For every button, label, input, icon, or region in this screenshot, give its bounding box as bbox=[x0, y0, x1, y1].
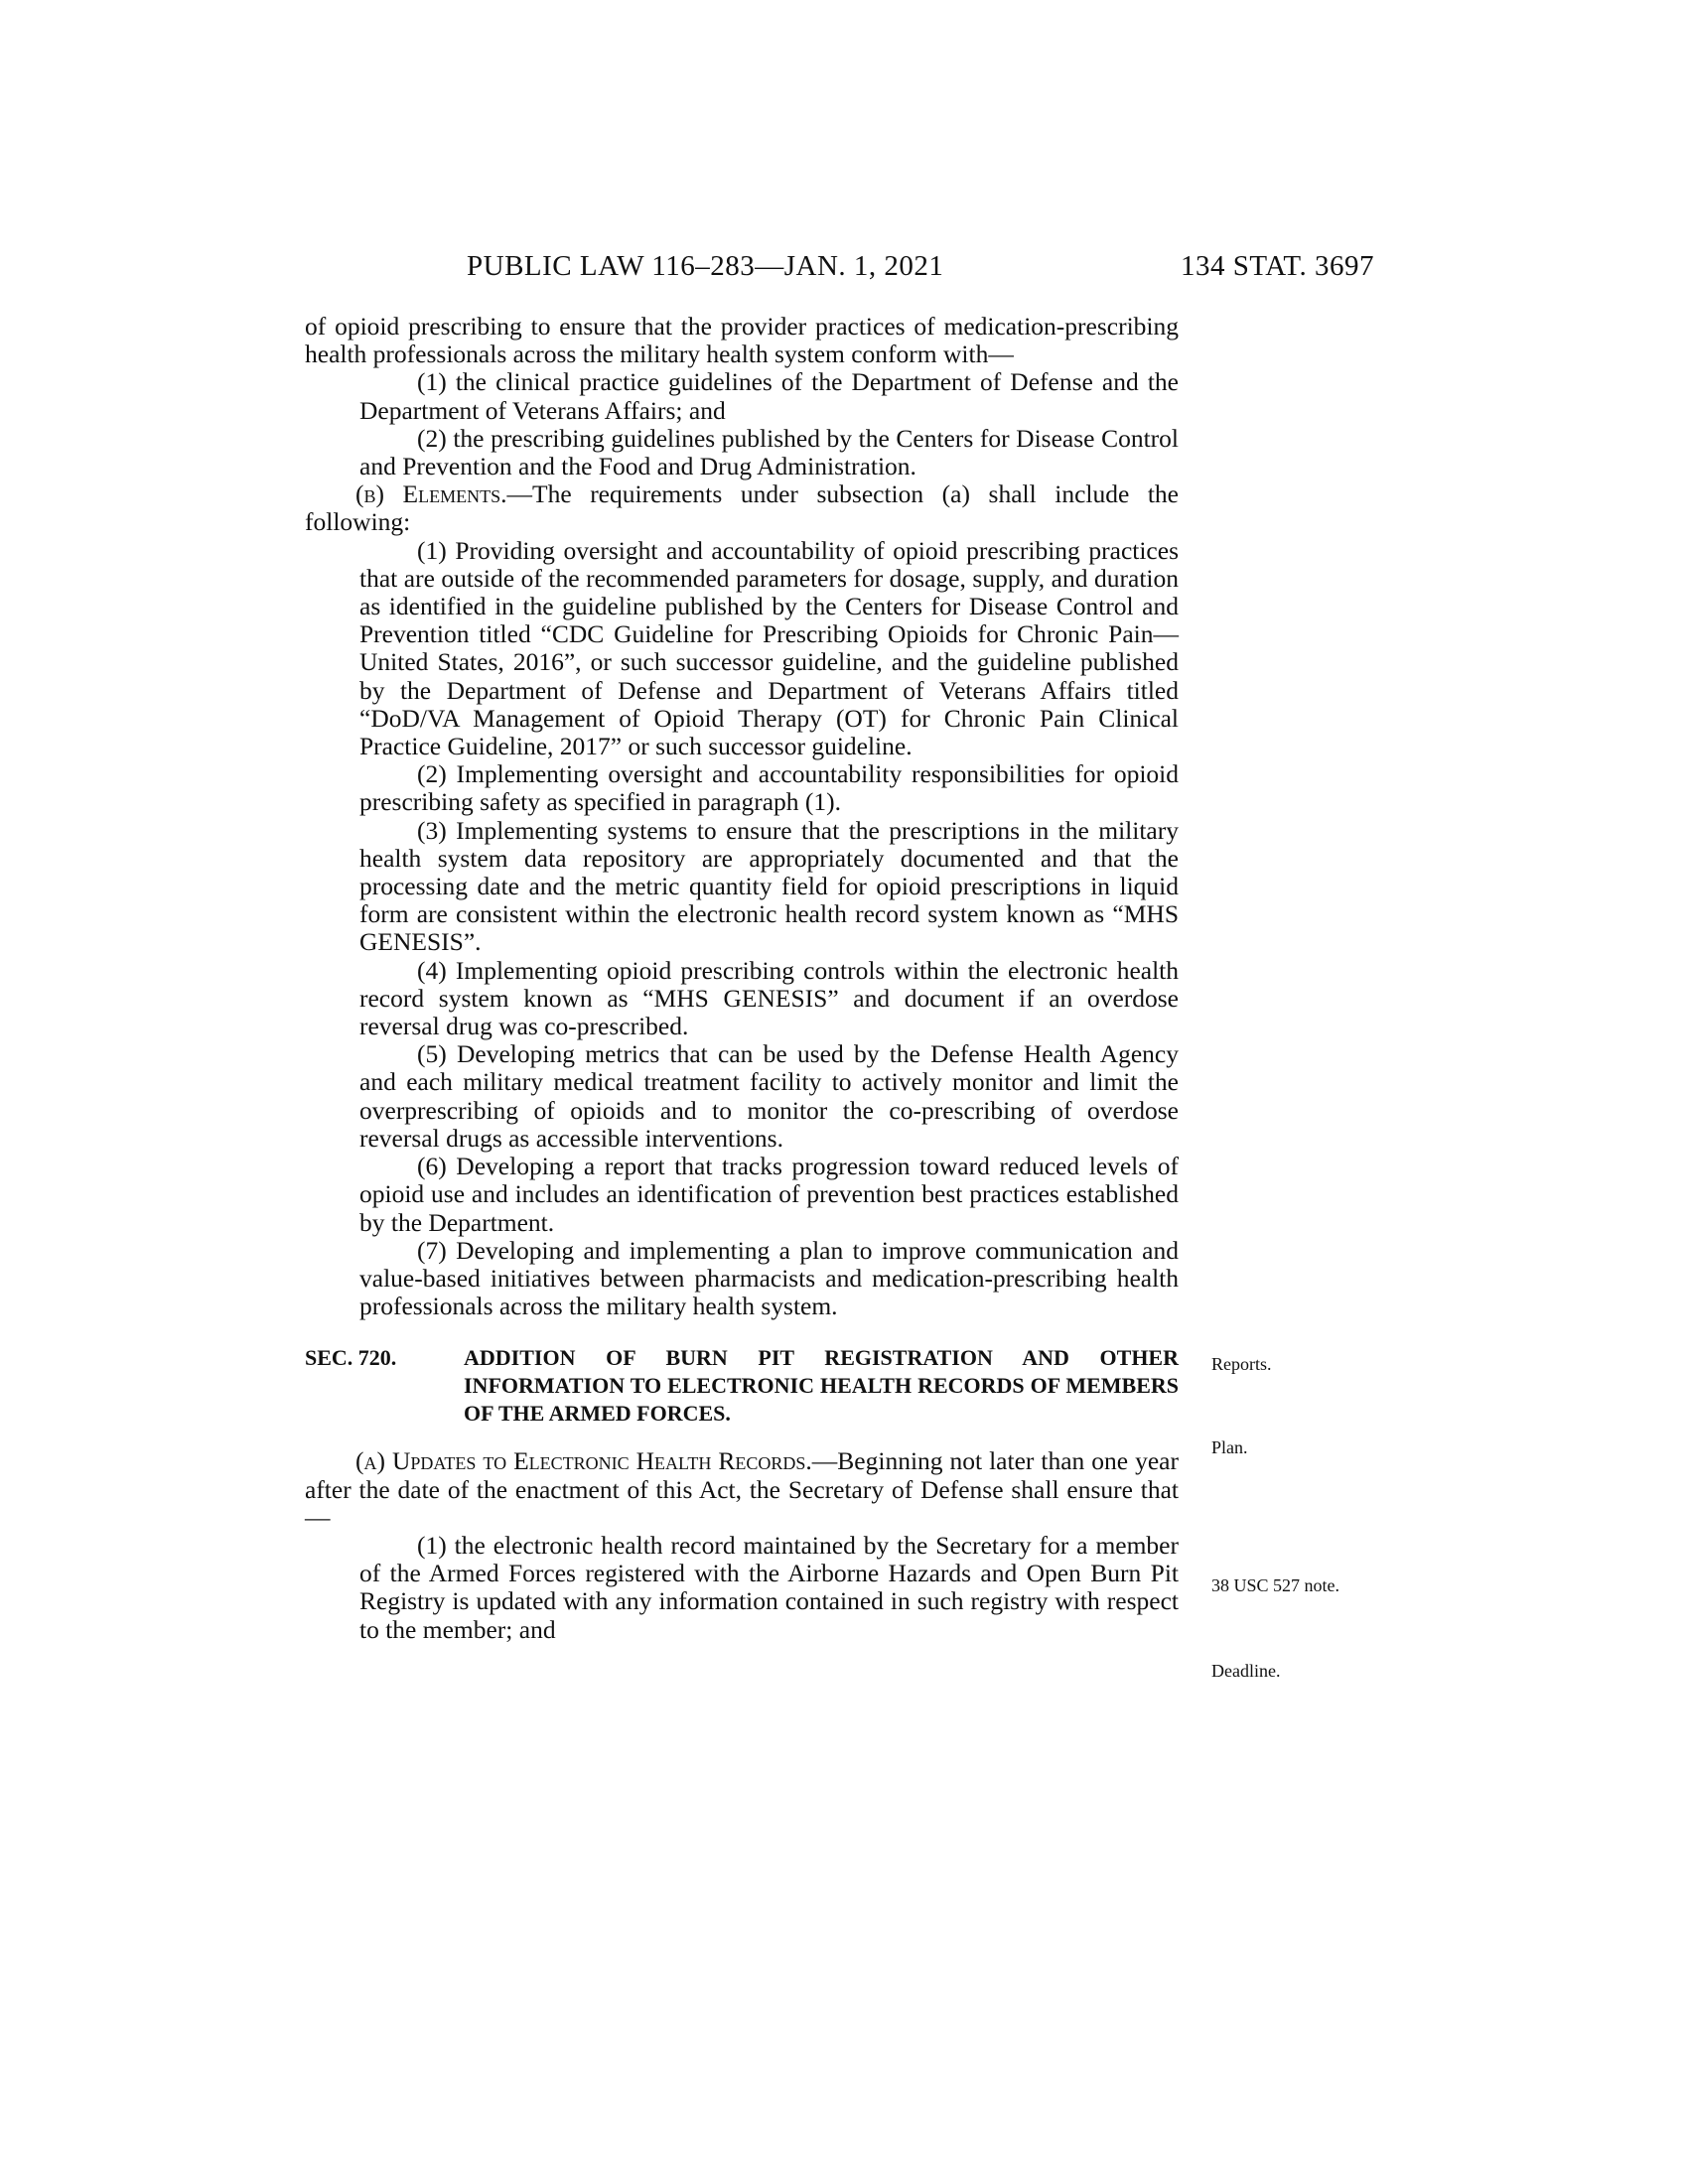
element-6: (6) Developing a report that tracks progression toward reduced levels of opioid use and includes an identification of prevention best practices established by the Department. bbox=[359, 1152, 1179, 1237]
section-title: ADDITION OF BURN PIT REGISTRATION AND OTHER INFORMATION TO ELECTRONIC HEALTH RECORDS OF MEMBERS OF THE ARMED FORCES. bbox=[464, 1345, 1179, 1427]
element-4: (4) Implementing opioid prescribing controls within the electronic health record system known as “MHS GENESIS” and document if an overdose reversal drug was co-prescribed. bbox=[359, 955, 1179, 1041]
paragraph-2: (2) the prescribing guidelines published by the Centers for Disease Control and Prevention and the Food and Drug Administration. bbox=[359, 423, 1179, 481]
section-heading bbox=[305, 1344, 1179, 1428]
subsection-a-text: —Beginning not later than one year after the date of the enactment of this Act, the Secretary of Defense shall ensure that— bbox=[305, 1446, 1179, 1532]
header-page-number: 134 STAT. 3697 bbox=[1180, 250, 1374, 282]
subsection-a bbox=[305, 1447, 1179, 1532]
subsection-a-heading: (a) Updates to Electronic Health Records. bbox=[355, 1446, 812, 1476]
subsection-b-text: —The requirements under subsection (a) shall include the following: bbox=[305, 479, 1179, 537]
paragraph-continuation: of opioid prescribing to ensure that the provider practices of medication-prescribing health professionals across the military health system conform with— bbox=[305, 312, 1179, 369]
element-1: (1) Providing oversight and accountability of opioid prescribing practices that are outside of the recommended parameters for dosage, supply, and duration as identified in the guideline published by the Centers for Disease Control and Prevention titled “CDC Guideline for Prescribing Opioids for Chronic Pain—United States, 2016”, or such successor guideline, and the guideline published by the Department of Defense and Department of Veterans Affairs titled “DoD/VA Management of Opioid Therapy (OT) for Chronic Pain Clinical Practice Guideline, 2017” or such successor guideline. bbox=[359, 535, 1179, 761]
subsection-b bbox=[305, 480, 1179, 536]
margin-note-deadline: Deadline. bbox=[1211, 1661, 1281, 1681]
subsection-b-heading: (b) Elements. bbox=[355, 479, 507, 509]
element-7: (7) Developing and implementing a plan to improve communication and value-based initiatives between pharmacists and medication-prescribing health professionals across the military health system. bbox=[359, 1235, 1179, 1321]
element-3: (3) Implementing systems to ensure that the prescriptions in the military health system data repository are appropriately documented and that the processing date and the metric quantity field for opioid prescriptions in liquid form are consistent within the electronic health record system known as “MHS GENESIS”. bbox=[359, 815, 1179, 957]
running-header bbox=[457, 246, 1374, 286]
header-citation: PUBLIC LAW 116–283—JAN. 1, 2021 bbox=[467, 250, 944, 282]
section-number: SEC. 720. bbox=[305, 1345, 397, 1371]
margin-note-reports: Reports. bbox=[1211, 1354, 1272, 1374]
subsection-a-paragraph-1: (1) the electronic health record maintained by the Secretary for a member of the Armed Forces registered with the Airborne Hazards and Open Burn Pit Registry is updated with any information contained in such registry with respect to the member; and bbox=[359, 1530, 1179, 1644]
margin-note-usc: 38 USC 527 note. bbox=[1211, 1575, 1340, 1595]
element-5: (5) Developing metrics that can be used by the Defense Health Agency and each military medical treatment facility to actively monitor and limit the overprescribing of opioids and to monitor the co-prescribing of overdose reversal drugs as accessible interventions. bbox=[359, 1039, 1179, 1153]
element-2: (2) Implementing oversight and accountability responsibilities for opioid prescribing safety as specified in paragraph (1). bbox=[359, 759, 1179, 817]
margin-note-plan: Plan. bbox=[1211, 1437, 1248, 1457]
paragraph-1: (1) the clinical practice guidelines of the Department of Defense and the Department of Veterans Affairs; and bbox=[359, 367, 1179, 425]
body-text bbox=[305, 313, 1179, 1644]
